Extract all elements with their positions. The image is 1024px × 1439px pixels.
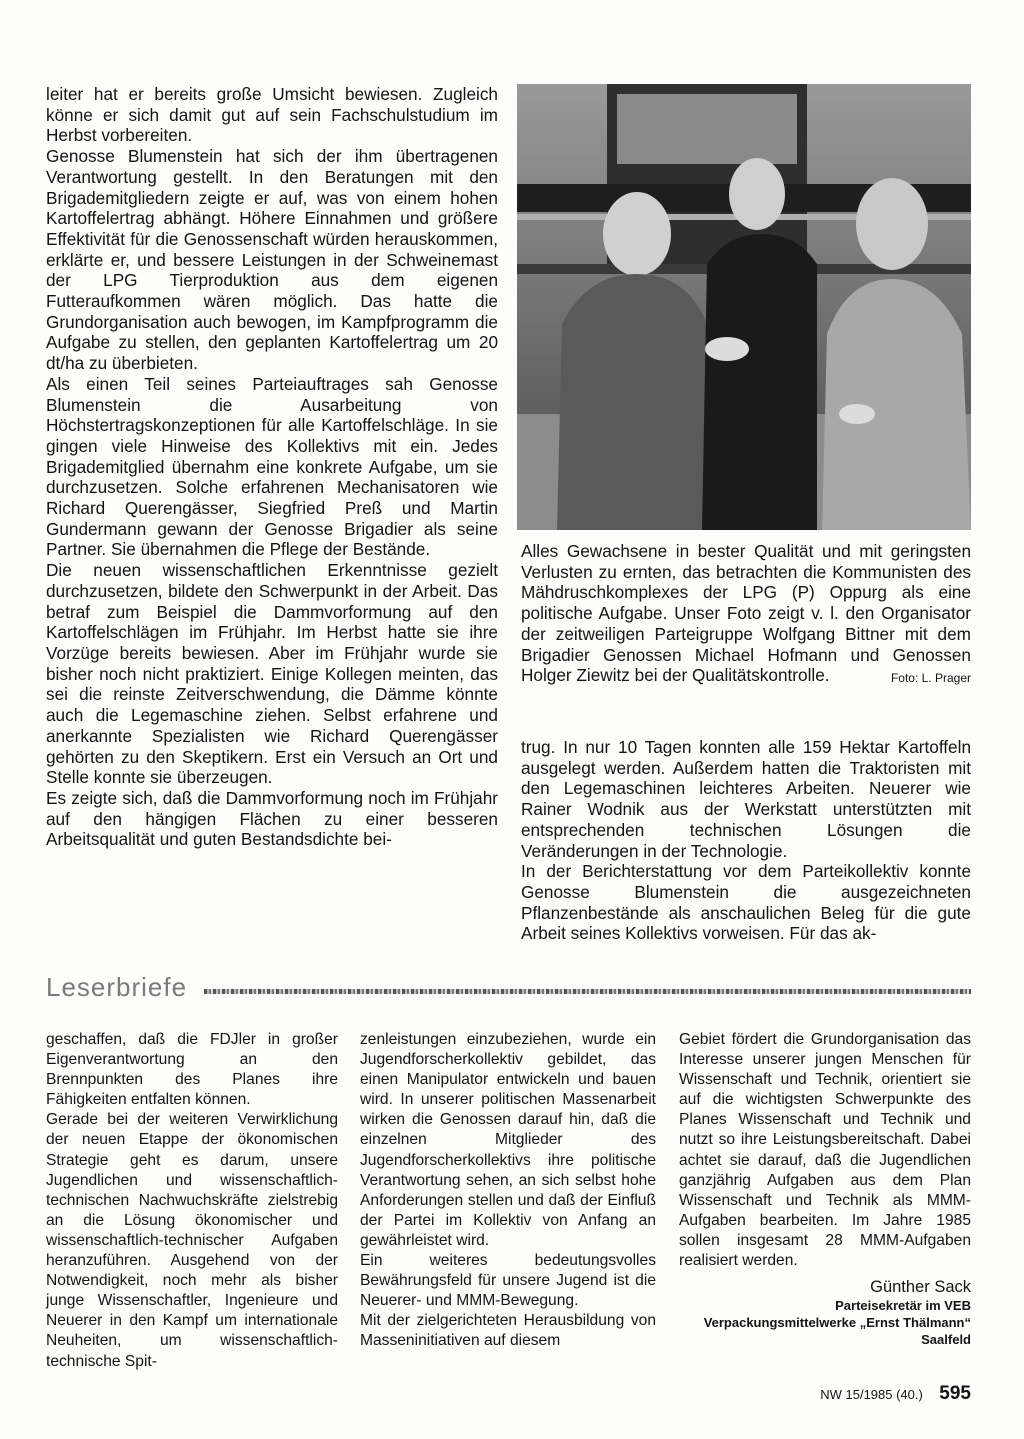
article-paragraph: trug. In nur 10 Tagen konnten alle 159 Hektar Kartoffeln ausgelegt werden. Außerdem hatten die Traktoristen mit den Legemaschinen leichteres Arbeiten. Neuerer wie Rainer Wodnik aus der Werkstatt unterstützten mit entsprechenden technischen Lösungen die Veränderungen in der Technologie.: [521, 737, 971, 861]
page-number: 595: [939, 1383, 971, 1404]
article-paragraph: Die neuen wissenschaftlichen Erkenntnisse gezielt durchzusetzen, bildete den Schwerpunkt in der Arbeit. Das betraf zum Beispiel die Dammvorformung auf den Kartoffelschlägen im Frühjahr. Im Herbst hatte sie ihre Vorzüge bereits bewiesen. Aber im Frühjahr wurde sie bisher noch nicht praktiziert. Einige Kollegen meinten, das sei die reinste Zeitverschwendung, die Dämme könnte auch die Legemaschine ziehen. Selbst erfahrene und anerkannte Spezialisten wie Richard Querengässer gehörten zu den Skeptikern. Erst ein Versuch an Ort und Stelle konnte sie überzeugen.: [46, 560, 498, 788]
photo-caption: [521, 541, 971, 689]
letter-paragraph: Gerade bei der weiteren Verwirklichung der neuen Etappe der ökonomischen Strategie geht es darum, unsere Jugendlichen und wissenschaftlich-technischen Nachwuchskräfte zielstrebig an die Lösung ökonomischer und wissenschaftlich-technischer Aufgaben heranzuführen. Ausgehend von der Notwendigkeit, noch mehr als bisher junge Wissenschaftler, Ingenieure und Neuerer in den Kampf um internationale Neuheiten, um wissenschaftlich-technische Spit-: [46, 1111, 338, 1370]
photo-illustration: [517, 84, 971, 530]
letter-paragraph: Mit der zielgerichteten Herausbildung von Masseninitiativen auf diesem: [360, 1312, 656, 1350]
letters-column-2: [360, 1030, 656, 1352]
article-paragraph: Genosse Blumenstein hat sich der ihm übertragenen Verantwortung gestellt. In den Beratungen mit den Brigademitgliedern zeigte er auf, was von einem hohen Kartoffelertrag abhängt. Höhere Einnahmen und größere Effektivität für die Genossenschaft würden herauskommen, erklärte er, und bessere Leistungen in der Schweinemast der LPG Tierproduktion aus dem eigenen Futteraufkommen wären möglich. Das hatte die Grundorganisation auch bewogen, im Kampfprogramm die Aufgabe zu stellen, den geplanten Kartoffelertrag um 20 dt/ha zu überbieten.: [46, 146, 498, 374]
letter-paragraph: zenleistungen einzubeziehen, wurde ein Jugendforscherkollektiv gebildet, das einen Manipulator entwickeln und bauen wird. In unserer politischen Massenarbeit wirken die Genossen darauf hin, daß die einzelnen Mitglieder des Jugendforscherkollektivs ihre politische Verantwortung sehen, an sich selbst hohe Anforderungen stellen und daß der Einfluß der Partei im Kollektiv von Anfang an gewährleistet wird.: [360, 1031, 656, 1249]
article-photo: [517, 84, 971, 530]
caption-text: Alles Gewachsene in bester Qualität und mit geringsten Verlusten zu ernten, das betrachten die Kommunisten des Mähdruschkomplexes der LPG (P) Oppurg als eine politische Aufgabe. Unser Foto zeigt v. l. den Organisator der zeitweiligen Parteigruppe Wolfgang Bittner mit dem Brigadier Genossen Michael Hofmann und Genossen Holger Ziewitz bei der Qualitätskontrolle.: [521, 541, 971, 686]
signature-name: Günther Sack: [870, 1278, 971, 1297]
article-paragraph: leiter hat er bereits große Umsicht bewiesen. Zugleich könne er sich damit gut auf sein Fachschulstudium im Herbst vorbereiten.: [46, 84, 498, 146]
signature-company: Verpackungsmittelwerke „Ernst Thälmann“: [703, 1315, 971, 1331]
article-paragraph: In der Berichterstattung vor dem Parteikollektiv konnte Genosse Blumenstein die ausgezeichneten Pflanzenbestände als anschaulichen Beleg für die gute Arbeit seines Kollektivs vorweisen. Für das ak-: [521, 861, 971, 944]
section-divider: [204, 989, 971, 994]
letters-column-3: [679, 1030, 971, 1348]
letters-section-header: [46, 972, 971, 1002]
article-left-column: [46, 84, 498, 850]
letter-signature: [679, 1277, 971, 1348]
issue-label: NW 15/1985 (40.): [820, 1387, 923, 1402]
article-paragraph: Als einen Teil seines Parteiauftrages sah Genosse Blumenstein die Ausarbeitung von Höchstertragskonzeptionen für alle Kartoffelschläge. In sie gingen viele Hinweise des Kollektivs mit ein. Jedes Brigademitglied übernahm eine konkrete Aufgabe, um sie durchzusetzen. Solche erfahrenen Mechanisatoren wie Richard Querengässer, Siegfried Preß und Martin Gundermann gewann der Genosse Brigadier als seine Partner. Sie übernahmen die Pflege der Bestände.: [46, 373, 498, 560]
section-title: Leserbriefe: [46, 972, 188, 1002]
page-footer: [781, 1383, 971, 1405]
letter-paragraph: geschaffen, daß die FDJler in großer Eigenverantwortung an den Brennpunkten des Planes ihre Fähigkeiten entfalten können.: [46, 1031, 338, 1109]
article-paragraph: Es zeigte sich, daß die Dammvorformung noch im Frühjahr auf den hängigen Flächen zu einer besseren Arbeitsqualität und guten Bestandsdichte bei-: [46, 787, 498, 850]
photo-credit: Foto: L. Prager: [890, 671, 971, 686]
signature-role: Parteisekretär im VEB: [835, 1298, 971, 1314]
article-right-column: [521, 737, 971, 944]
letter-paragraph: Gebiet fördert die Grundorganisation das Interesse unserer jungen Menschen für Wissenschaft und Technik, orientiert sie auf die wichtigsten Schwerpunkte des Planes Wissenschaft und Technik und nutzt so ihre Leistungsbereitschaft. Dabei achtet sie darauf, daß die Jugendlichen ganzjährig Aufgaben aus dem Plan Wissenschaft und Technik als MMM-Aufgaben bearbeiten. Im Jahre 1985 sollen insgesamt 28 MMM-Aufgaben realisiert werden.: [679, 1031, 971, 1270]
letter-paragraph: Ein weiteres bedeutungsvolles Bewährungsfeld für unsere Jugend ist die Neuerer- und MMM-Bewegung.: [360, 1252, 656, 1310]
signature-place: Saalfeld: [921, 1332, 971, 1348]
letters-column-1: [46, 1030, 338, 1372]
